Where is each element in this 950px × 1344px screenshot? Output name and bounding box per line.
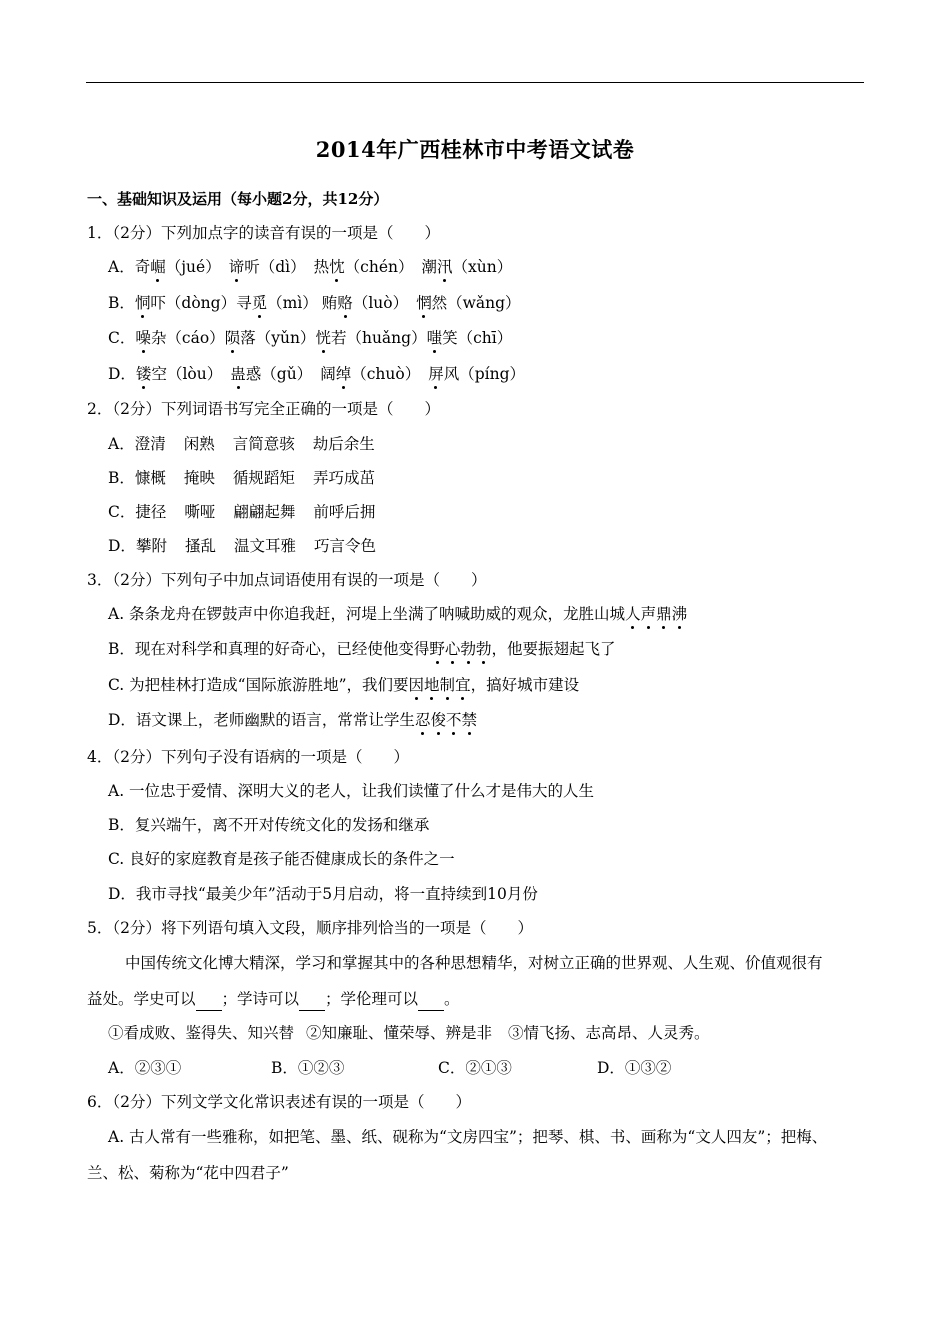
question-5-passage-line-2: 益处。学史可以 ；学诗可以 ；学伦理可以 。 bbox=[87, 988, 460, 1011]
question-3-option-b: B．现在对科学和真理的好奇心，已经使他变得野心勃勃，他要振翅起飞了 bbox=[108, 640, 616, 658]
question-3-option-d: D．语文课上，老师幽默的语言，常常让学生忍俊不禁 bbox=[108, 711, 477, 729]
question-5-option-a: A．②③① bbox=[108, 1059, 182, 1077]
page-title: 2014年广西桂林市中考语文试卷 bbox=[315, 137, 635, 162]
question-5-option-c: C．②①③ bbox=[438, 1059, 512, 1077]
question-6-option-a-line-2: 兰、松、菊称为“花中四君子” bbox=[87, 1164, 289, 1182]
question-1-option-c: C．噪杂（cáo）陨落（yǔn）恍若（huǎng）嗤笑（chī） bbox=[108, 329, 513, 347]
question-3-stem: 3．（2分）下列句子中加点词语使用有误的一项是（ ） bbox=[87, 571, 487, 589]
question-1-option-d: D．镂空（lòu） 蛊惑（gǔ） 阔绰（chuò） 屏风（píng） bbox=[108, 365, 526, 383]
question-3-option-a: A. 条条龙舟在锣鼓声中你追我赶，河堤上坐满了呐喊助威的观众，龙胜山城人声鼎沸 bbox=[108, 605, 688, 623]
question-4-stem: 4．（2分）下列句子没有语病的一项是（ ） bbox=[87, 748, 409, 766]
question-2-option-d: D．攀附 搔乱 温文耳雅 巧言令色 bbox=[108, 537, 376, 555]
question-5-stem: 5．（2分）将下列语句填入文段，顺序排列恰当的一项是（ ） bbox=[87, 919, 533, 937]
question-4-option-b: B．复兴端午，离不开对传统文化的发扬和继承 bbox=[108, 816, 430, 834]
header-rule bbox=[86, 82, 864, 83]
question-2-option-c: C．捷径 嘶哑 翩翩起舞 前呼后拥 bbox=[108, 503, 376, 521]
question-1-stem: 1．（2分）下列加点字的读音有误的一项是（ ） bbox=[87, 224, 440, 242]
question-4-option-a: A. 一位忠于爱情、深明大义的老人，让我们读懂了什么才是伟大的人生 bbox=[108, 782, 595, 800]
section-heading: 一、基础知识及运用（每小题2分，共12分） bbox=[87, 190, 389, 208]
question-2-option-a: A．澄清 闲熟 言简意骇 劫后余生 bbox=[108, 435, 375, 453]
question-5-items: ①看成败、鉴得失、知兴替 ②知廉耻、懂荣辱、辨是非 ③情飞扬、志高昂、人灵秀。 bbox=[108, 1024, 710, 1042]
question-3-option-c: C. 为把桂林打造成“国际旅游胜地”，我们要因地制宜，搞好城市建设 bbox=[108, 676, 580, 694]
question-5-passage-line-1: 中国传统文化博大精深，学习和掌握其中的各种思想精华，对树立正确的世界观、人生观、价值观很有 bbox=[125, 954, 823, 972]
question-6-option-a-line-1: A. 古人常有一些雅称，如把笔、墨、纸、砚称为“文房四宝”；把琴、棋、书、画称为“文人四友”；把梅、 bbox=[108, 1128, 828, 1146]
question-5-option-d: D．①③② bbox=[597, 1059, 672, 1077]
question-1-option-b: B．恫吓（dòng）寻觅（mì） 贿赂（luò） 惘然（wǎng） bbox=[108, 294, 521, 312]
question-6-stem: 6．（2分）下列文学文化常识表述有误的一项是（ ） bbox=[87, 1093, 471, 1111]
question-5-option-b: B．①②③ bbox=[271, 1059, 345, 1077]
question-2-option-b: B．慷概 掩映 循规蹈矩 弄巧成茁 bbox=[108, 469, 375, 487]
question-1-option-a: A．奇崛（jué） 谛听（dì） 热忱（chén） 潮汛（xùn） bbox=[108, 258, 513, 276]
question-4-option-d: D．我市寻找“最美少年”活动于5月启动，将一直持续到10月份 bbox=[108, 885, 538, 903]
question-2-stem: 2．（2分）下列词语书写完全正确的一项是（ ） bbox=[87, 400, 440, 418]
question-4-option-c: C. 良好的家庭教育是孩子能否健康成长的条件之一 bbox=[108, 850, 455, 868]
